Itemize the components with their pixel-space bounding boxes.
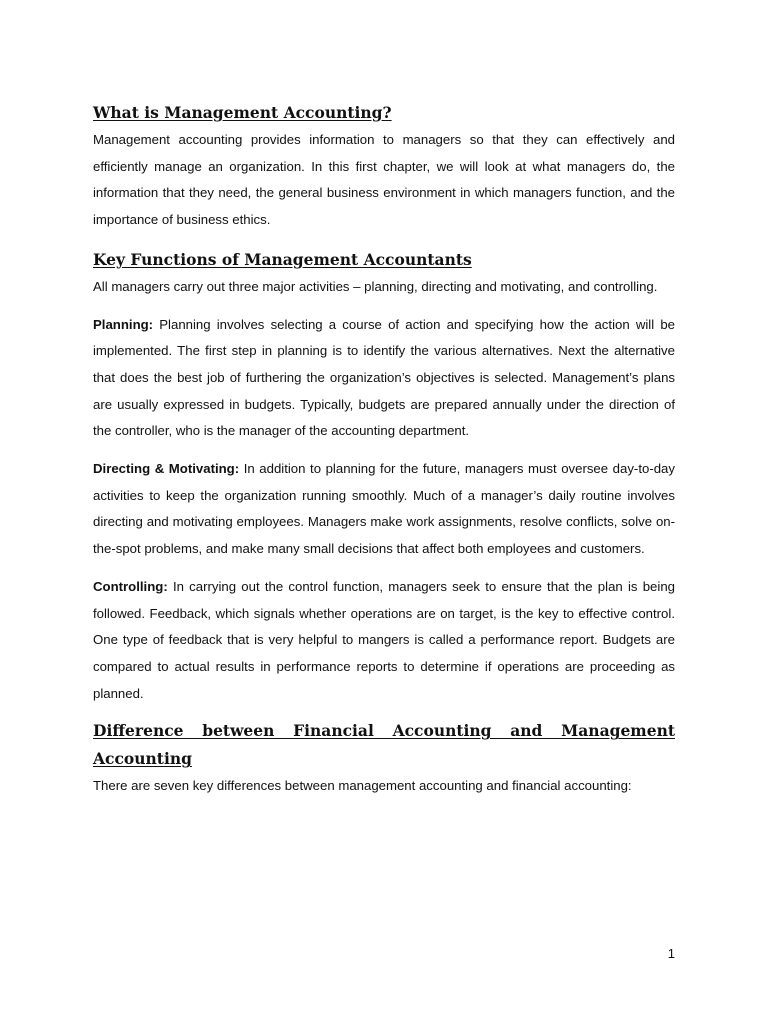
directing-motivating-label: Directing & Motivating: [93, 461, 240, 477]
heading-difference-line-2: Accounting [93, 749, 192, 769]
heading-difference [93, 717, 675, 773]
controlling-text: In carrying out the control function, managers seek to ensure that the plan is being followed. Feedback, which signals whether operations are on target, is the key to effective control. One type of feedback that is very helpful to mangers is called a performance report. Budgets are compared to actual results in performance reports to determine if operations are proceeding as planned. [93, 578, 675, 701]
paragraph-what-is-management-accounting: Management accounting provides information to managers so that they can effectively and efficiently manage an organization. In this first chapter, we will look at what managers do, the information that they need, the general business environment in which managers function, and the importance of business ethics. [93, 132, 675, 228]
planning-text: Planning involves selecting a course of action and specifying how the action will be implemented. The first step in planning is to identify the various alternatives. Next the alternative that does the best job of furthering the organization’s objectives is selected. Management’s plans are usually expressed in budgets. Typically, budgets are prepared annually under the direction of the controller, who is the manager of the accounting department. [93, 316, 675, 439]
paragraph-controlling [93, 574, 675, 708]
directing-motivating-text: In addition to planning for the future, managers must oversee day-to-day activities to keep the organization running smoothly. Much of a manager’s daily routine involves directing and motivating employees. Managers make work assignments, resolve conflicts, solve on-the-spot problems, and make many small decisions that affect both employees and customers. [93, 461, 675, 557]
paragraph-planning [93, 312, 675, 446]
paragraph-directing-motivating [93, 456, 675, 563]
page-number: 1 [667, 946, 675, 961]
heading-difference-line-1: Difference between Financial Accounting and Management [93, 721, 675, 741]
heading-key-functions: Key Functions of Management Accountants [93, 249, 472, 269]
controlling-label: Controlling: [93, 578, 168, 594]
document-page [93, 99, 675, 800]
planning-label: Planning: [93, 316, 154, 332]
heading-what-is-management-accounting: What is Management Accounting? [93, 103, 392, 122]
paragraph-key-functions-intro: All managers carry out three major activities – planning, directing and motivating, and controlling. [93, 278, 658, 294]
paragraph-difference-intro: There are seven key differences between management accounting and financial accounting: [93, 778, 632, 794]
